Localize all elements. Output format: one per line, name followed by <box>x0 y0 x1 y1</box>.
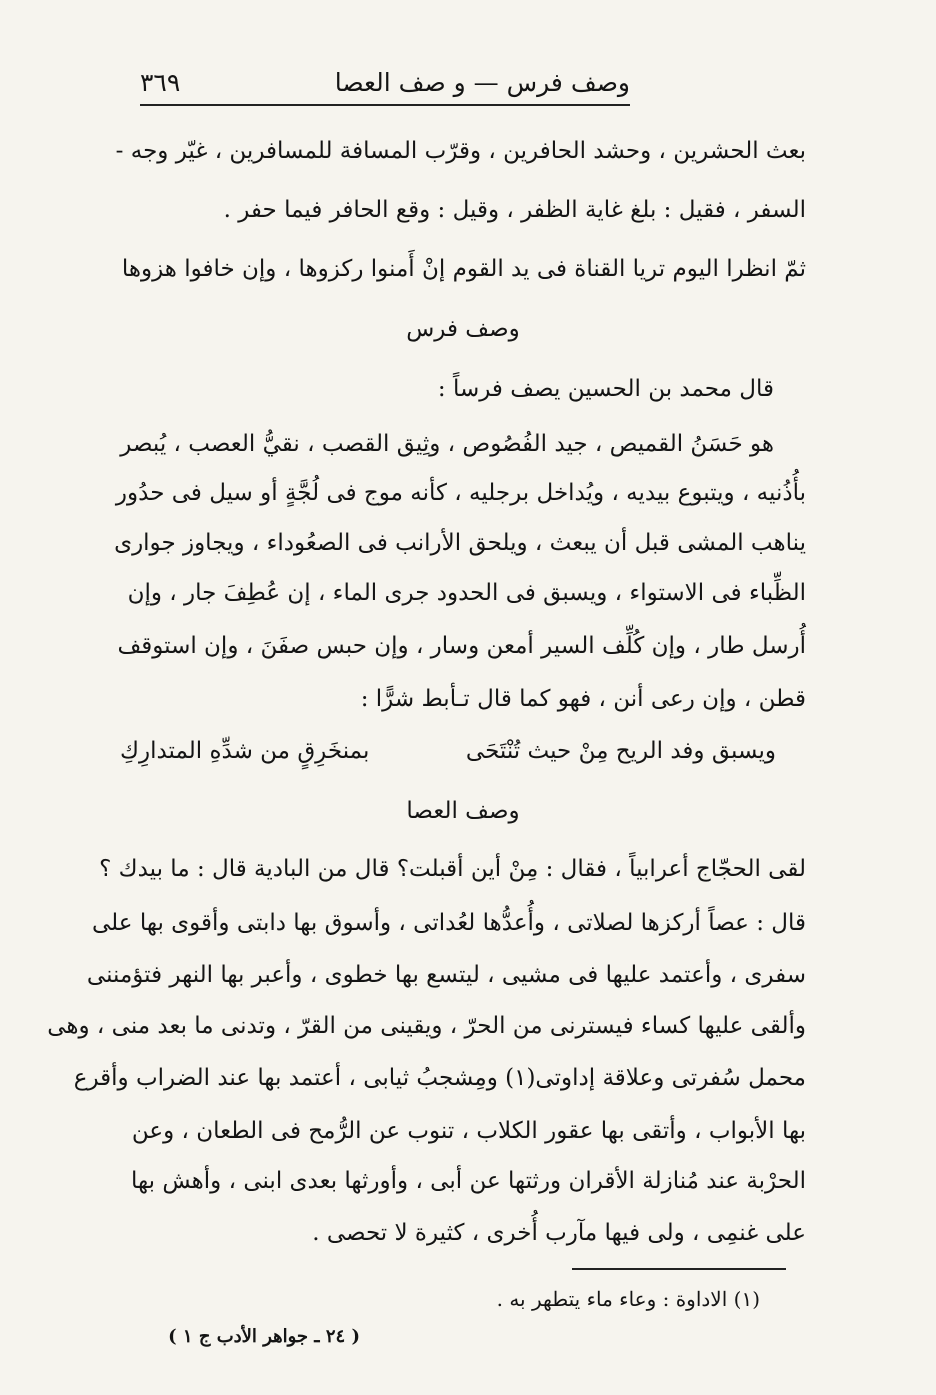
header-rule <box>140 104 630 106</box>
text-line: محمل سُفرتى وعلاقة إداوتى(١) ومِشجبُ ثيابى ، أعتمد بها عند الضراب وأقرع <box>73 1065 806 1091</box>
text-line: الحرْبة عند مُنازلة الأقران ورثتها عن أبى ، وأورثها بعدى ابنى ، وأهش بها <box>131 1168 806 1194</box>
text-line: قطن ، وإن رعى أنن ، فهو كما قال تـأبط شرًّا : <box>360 686 806 712</box>
page-number: ٣٦٩ <box>140 68 181 97</box>
signature-mark: ( ٢٤ ـ جواهر الأدب ج ١ ) <box>168 1326 360 1347</box>
text-line: السفر ، فقيل : بلغ غاية الظفر ، وقيل : وقع الحافر فيما حفر . <box>223 197 806 223</box>
text-line: لقى الحجّاج أعرابياً ، فقال : مِنْ أين أقبلت؟ قال من البادية قال : ما بيدك ؟ <box>99 856 806 882</box>
text-line: الظِّباء فى الاستواء ، ويسبق فى الحدود جرى الماء ، إن عُطِفَ جار ، وإن <box>127 580 806 606</box>
text-line: بأُذُنيه ، ويتبوع بيديه ، ويُداخل برجليه ، كأنه موج فى لُجَّةٍ أو سيل فى حدُور <box>115 480 806 506</box>
text-line: بها الأبواب ، وأتقى بها عقور الكلاب ، تنوب عن الرُّمح فى الطعان ، وعن <box>131 1118 806 1144</box>
section-heading-horse: وصف فرس <box>406 316 520 342</box>
text-line: قال محمد بن الحسين يصف فرساً : <box>437 376 774 402</box>
section-heading-staff: وصف العصا <box>406 798 520 824</box>
text-line: يناهب المشى قبل أن يبعث ، ويلحق الأرانب فى الصعُوداء ، ويجاوز جوارى <box>114 530 806 556</box>
running-title: وصف فرس — و صف العصا <box>334 68 630 97</box>
text-line: هو حَسَنُ القميص ، جيد الفُصُوص ، وثِيق القصب ، نقيُّ العصب ، يُبصر <box>120 431 774 457</box>
running-header <box>140 62 630 102</box>
footnote-rule <box>572 1268 786 1270</box>
poem-verse <box>120 738 806 790</box>
text-line: وألقى عليها كساء فيسترنى من الحرّ ، ويقينى من القرّ ، وتدنى ما بعد منى ، وهى <box>47 1013 806 1039</box>
text-line: أُرسل طار ، وإن كُلِّف السير أمعن وسار ، وإن حبس صفَنَ ، وإن استوقف <box>117 633 806 659</box>
text-line: بعث الحشرين ، وحشد الحافرين ، وقرّب المسافة للمسافرين ، غيّر وجه - <box>115 138 806 164</box>
verse-first-hemistich: ويسبق وفد الريح مِنْ حيث تُنْتَحَى <box>465 738 776 764</box>
text-line: ثمّ انظرا اليوم تريا القناة فى يد القوم إنْ أَمنوا ركزوها ، وإن خافوا هزوها <box>121 256 806 282</box>
text-line: قال : عصاً أركزها لصلاتى ، وأُعدُّها لعُداتى ، وأسوق بها دابتى وأقوى بها على <box>92 910 806 936</box>
text-line: سفرى ، وأعتمد عليها فى مشيى ، ليتسع بها خطوى ، وأعبر بها النهر فتؤمننى <box>86 962 806 988</box>
verse-second-hemistich: بمنخَرِقٍ من شدِّهِ المتدارِكِ <box>120 738 370 764</box>
text-line: على غنمِى ، ولى فيها مآرب أُخرى ، كثيرة لا تحصى . <box>312 1220 806 1246</box>
footnote: (١) الاداوة : وعاء ماء يتطهر به . <box>496 1287 760 1311</box>
